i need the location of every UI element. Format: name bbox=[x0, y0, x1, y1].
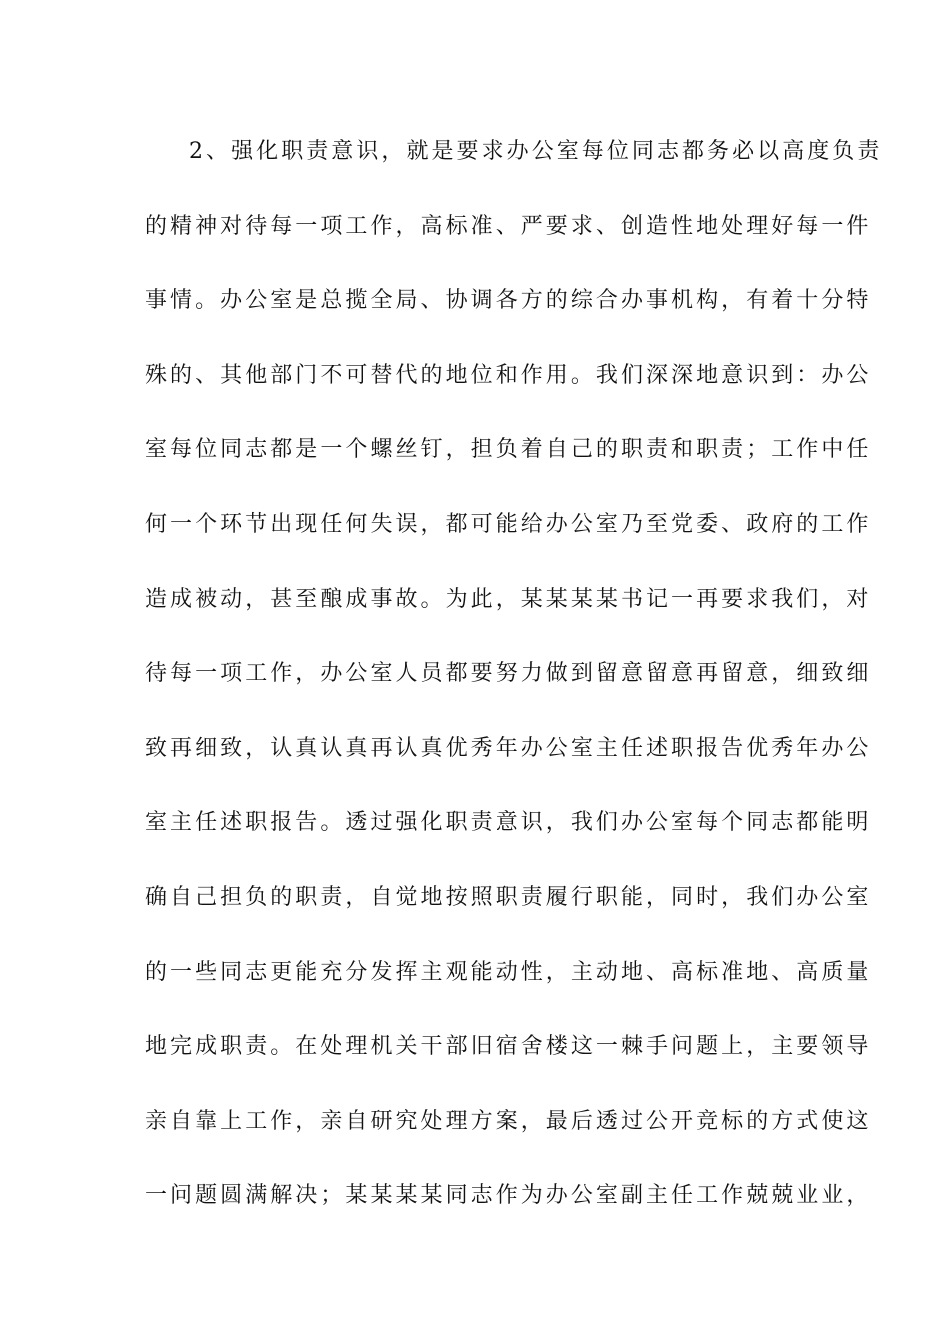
paragraph-line: 致再细致，认真认真再认真优秀年办公室主任述职报告优秀年办公 bbox=[145, 735, 872, 761]
paragraph-line: 2、强化职责意识，就是要求办公室每位同志都务必以高度负责 bbox=[189, 139, 883, 164]
paragraph-line: 的精神对待每一项工作，高标准、严要求、创造性地处理好每一件 bbox=[145, 213, 872, 239]
paragraph-line: 何一个环节出现任何失误，都可能给办公室乃至党委、政府的工作 bbox=[145, 511, 872, 537]
paragraph-line: 造成被动，甚至酿成事故。为此，某某某某书记一再要求我们，对 bbox=[145, 586, 872, 612]
paragraph-line: 殊的、其他部门不可替代的地位和作用。我们深深地意识到：办公 bbox=[145, 362, 872, 388]
body-paragraph bbox=[145, 128, 883, 1247]
paragraph-line: 室主任述职报告。透过强化职责意识，我们办公室每个同志都能明 bbox=[145, 810, 872, 836]
paragraph-line: 地完成职责。在处理机关干部旧宿舍楼这一棘手问题上，主要领导 bbox=[145, 1034, 872, 1060]
paragraph-line: 确自己担负的职责，自觉地按照职责履行职能，同时，我们办公室 bbox=[145, 884, 872, 910]
paragraph-line: 的一些同志更能充分发挥主观能动性，主动地、高标准地、高质量 bbox=[145, 959, 872, 985]
paragraph-line: 亲自靠上工作，亲自研究处理方案，最后透过公开竞标的方式使这 bbox=[145, 1108, 872, 1134]
paragraph-line: 室每位同志都是一个螺丝钉，担负着自己的职责和职责；工作中任 bbox=[145, 437, 872, 463]
paragraph-line: 待每一项工作，办公室人员都要努力做到留意留意再留意，细致细 bbox=[145, 661, 872, 687]
paragraph-line: 一问题圆满解决；某某某某同志作为办公室副主任工作兢兢业业， bbox=[145, 1183, 872, 1209]
paragraph-line: 事情。办公室是总揽全局、协调各方的综合办事机构，有着十分特 bbox=[145, 288, 872, 314]
